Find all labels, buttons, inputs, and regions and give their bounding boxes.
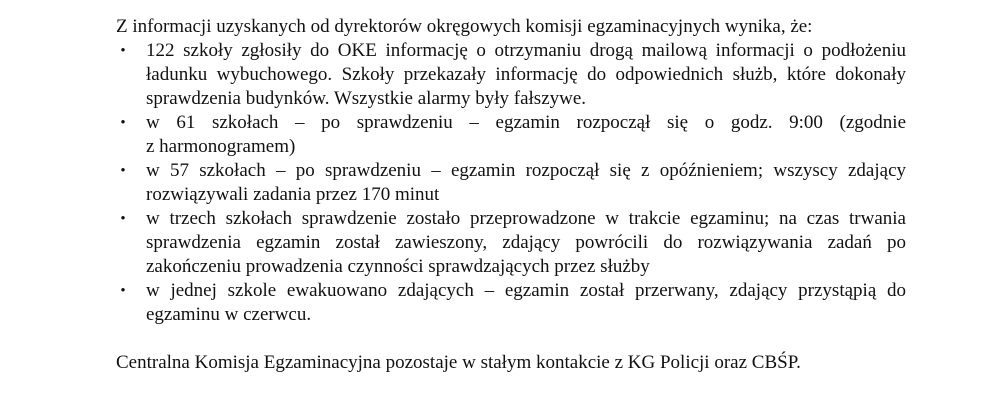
bullet-line: w 57 szkołach – po sprawdzeniu – egzamin rozpoczął się z opóźnieniem; wszyscy zdający <box>146 160 906 181</box>
bullet-icon: • <box>120 283 126 299</box>
bullet-line: z harmonogramem) <box>146 136 296 157</box>
bullet-item-4 <box>116 207 906 279</box>
bullet-icon: • <box>120 43 126 59</box>
intro-paragraph: Z informacji uzyskanych od dyrektorów okręgowych komisji egzaminacyjnych wynika, że: <box>116 16 813 37</box>
bullet-line: egzaminu w czerwcu. <box>146 304 312 325</box>
bullet-icon: • <box>120 163 126 179</box>
closing-paragraph: Centralna Komisja Egzaminacyjna pozostaje w stałym kontakcie z KG Policji oraz CBŚP. <box>116 352 801 373</box>
bullet-line: w trzech szkołach sprawdzenie zostało przeprowadzone w trakcie egzaminu; na czas trwania <box>146 208 906 229</box>
bullet-item-5 <box>116 279 906 327</box>
bullet-line: rozwiązywali zadania przez 170 minut <box>146 184 440 205</box>
bullet-line: w jednej szkole ewakuowano zdających – egzamin został przerwany, zdający przystąpią do <box>146 280 906 301</box>
bullet-line: 122 szkoły zgłosiły do OKE informację o otrzymaniu drogą mailową informacji o podłożeniu <box>146 40 906 61</box>
bullet-item-3 <box>116 159 906 207</box>
bullet-item-1 <box>116 39 906 111</box>
document-body <box>116 15 906 375</box>
bullet-line: sprawdzenia egzamin został zawieszony, zdający powrócili do rozwiązywania zadań po <box>146 232 906 253</box>
bullet-icon: • <box>120 211 126 227</box>
bullet-item-2 <box>116 111 906 159</box>
bullet-list <box>116 39 906 327</box>
bullet-line: w 61 szkołach – po sprawdzeniu – egzamin rozpoczął się o godz. 9:00 (zgodnie <box>146 112 906 133</box>
bullet-line: zakończeniu prowadzenia czynności sprawdzających przez służby <box>146 256 650 277</box>
bullet-line: ładunku wybuchowego. Szkoły przekazały informację do odpowiednich służb, które dokonały <box>146 64 906 85</box>
bullet-line: sprawdzenia budynków. Wszystkie alarmy były fałszywe. <box>146 88 587 109</box>
bullet-icon: • <box>120 115 126 131</box>
